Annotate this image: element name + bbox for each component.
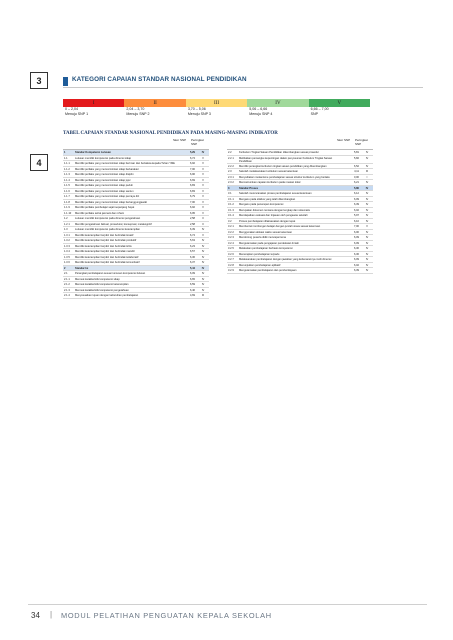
- indicator-code: 1.1.8: [64, 200, 70, 204]
- level-range: 2,04 – 3,70: [124, 107, 185, 112]
- indicator-rank: II: [202, 217, 204, 220]
- indicator-score: 2,58: [189, 217, 195, 220]
- indicator-score: 7,00: [189, 200, 195, 204]
- indicator-score: 2,58: [189, 222, 195, 226]
- table-title: TABEL CAPAIAN STANDAR NASIONAL PENDIDIKAN PADA MASING-MASING INDIKATOR: [63, 131, 278, 136]
- indicator-rank: V: [202, 189, 204, 193]
- indicator-rank: V: [202, 195, 204, 198]
- indicator-score: 6,39: [189, 228, 195, 231]
- indicator-code: 1.1.7: [64, 195, 70, 198]
- indicator-text: Memiliki perilaku yang mencerminkan sikap bertanggungjawab: [75, 200, 148, 204]
- indicator-score: 5,81: [353, 151, 359, 154]
- indicator-text: Sekolah melaksanakan kurikulum sesuai ketentuan: [239, 170, 298, 173]
- indicator-text: Memuat karakteristik kompetensi sikap: [75, 277, 120, 281]
- achievement-levels: [63, 99, 370, 117]
- page-number: 34: [31, 611, 40, 620]
- indicator-score: 6,52: [353, 164, 359, 168]
- indicator-text: Lulusan memiliki kompetensi pada dimensi pengetahuan: [75, 217, 141, 220]
- level-5: [309, 99, 370, 117]
- indicator-text: Memiliki perilaku yang mencerminkan sikap disiplin: [75, 173, 134, 176]
- indicator-code: 1.1.4: [64, 178, 70, 182]
- indicator-text: Memiliki perangkat kurikulum tingkat satuan pendidikan yang dikembangkan: [239, 164, 327, 168]
- indicator-score: 0,00: [353, 175, 359, 179]
- level-desc: Menuju SNP 1: [63, 112, 124, 117]
- indicator-score: 6,69: [189, 178, 195, 182]
- level-2: [124, 99, 185, 117]
- table-header: [63, 138, 209, 150]
- indicator-rank: IV: [201, 261, 205, 264]
- indicator-score: 5,63: [189, 239, 195, 242]
- indicator-rank: IV: [201, 277, 205, 281]
- level-range: 0 – 2,04: [63, 107, 124, 112]
- indicator-rank: IV: [365, 151, 369, 154]
- indicator-score: 6,95: [189, 211, 195, 215]
- indicator-code: 2.3.1: [228, 175, 234, 179]
- indicator-text: Menerapkan pembelajaran terpadu: [239, 252, 280, 256]
- indicator-score: 6,74: [189, 233, 195, 237]
- indicator-rank: IV: [201, 255, 205, 259]
- indicator-code: 3.2.4: [228, 241, 234, 245]
- indicator-score: 6,30: [353, 247, 359, 250]
- indicator-rank: V: [202, 233, 204, 237]
- indicator-score: 6,09: [189, 272, 195, 275]
- indicator-rank: V: [202, 200, 204, 204]
- indicator-rank: IV: [201, 239, 205, 242]
- heading-text: KATEGORI CAPAIAN STANDAR NASIONAL PENDIDIKAN: [72, 76, 247, 83]
- indicator-score: 6,10: [353, 219, 359, 223]
- table-row: [227, 268, 373, 274]
- indicator-score: 5,97: [353, 214, 359, 217]
- indicator-text: Memiliki keterampilan berpikir dan bertindak kolaboratif: [75, 255, 139, 259]
- indicator-text: Memiliki perilaku yang mencerminkan sikap peduli: [75, 184, 133, 187]
- indicator-code: 3.2.7: [228, 258, 234, 261]
- indicator-code: 3.1.1: [228, 197, 234, 201]
- indicator-rank: IV: [365, 214, 369, 217]
- indicator-score: 6,92: [189, 162, 195, 165]
- indicator-rank: IV: [365, 263, 369, 267]
- level-range: 5,06 – 6,66: [247, 107, 308, 112]
- indicator-code: 2.2.2: [228, 164, 234, 168]
- indicator-text: Memiliki perilaku yang mencerminkan sikap percaya diri: [75, 195, 140, 198]
- indicator-code: 3.1.2: [228, 203, 234, 206]
- indicator-code: 1.3.6: [64, 261, 70, 264]
- indicator-code: 1.3.4: [64, 250, 70, 253]
- indicator-rank: V: [202, 156, 204, 160]
- heading-accent-bar: [63, 77, 68, 86]
- indicator-code: 2.3: [228, 170, 232, 173]
- heading-underline: [63, 87, 423, 88]
- indicator-rank: IV: [201, 266, 205, 270]
- indicator-text: Menyediakan mekanisme pembelajaran sesuai struktur kurikulum yang berlaku: [239, 175, 330, 179]
- indicator-text: Memiliki perilaku yang mencerminkan sikap jujur: [75, 178, 131, 182]
- indicator-score: 5,44: [189, 266, 195, 270]
- indicator-code: 2.1.1: [64, 277, 70, 281]
- indicator-code: 1.1.6: [64, 189, 70, 193]
- indicator-text: Melakukan pembelajaran berbasis kompetensi: [239, 247, 293, 250]
- indicator-code: 3.2.9: [228, 269, 234, 272]
- indicator-text: Memiliki perilaku pembelajar sejati sepanjang hayat: [75, 206, 135, 209]
- indicator-table-right: [227, 138, 373, 274]
- indicator-rank: V: [202, 206, 204, 209]
- indicator-code: 1.2: [64, 217, 68, 220]
- indicator-text: Merupakan dokumen rencana dengan lengkap dan sistematis: [239, 208, 310, 212]
- indicator-text: Sekolah merencanakan proses pembelajaran sesuai ketentuan: [239, 192, 312, 195]
- indicator-code: 2.2: [228, 151, 232, 154]
- indicator-rank: IV: [365, 247, 369, 250]
- level-desc: Menuju SNP 2: [124, 112, 185, 117]
- indicator-score: 6,12: [353, 192, 359, 195]
- indicator-rank: IV: [201, 244, 205, 248]
- indicator-text: Memiliki perilaku yang mencerminkan sikap beriman dan bertakwa kepada Tuhan YME: [75, 162, 175, 165]
- level-desc: Menuju SNP 3: [186, 112, 247, 117]
- indicator-score: 6,09: [353, 197, 359, 201]
- indicator-rank: IV: [365, 164, 369, 168]
- indicator-rank: I: [366, 175, 368, 179]
- indicator-score: 6,21: [353, 181, 359, 184]
- level-4: [247, 99, 308, 117]
- indicator-code: 1.1.9: [64, 206, 70, 209]
- level-desc: SNP: [309, 112, 370, 117]
- indicator-rank: IV: [201, 283, 205, 286]
- level-range: 6,66 – 7,00: [309, 107, 370, 112]
- indicator-rank: IV: [365, 219, 369, 223]
- indicator-score: 6,36: [353, 252, 359, 256]
- level-range: 3,70 – 5,06: [186, 107, 247, 112]
- skor-header: Skor SNP: [337, 138, 351, 142]
- indicator-code: 2.1: [64, 272, 68, 275]
- indicator-rank: IV: [201, 228, 205, 231]
- indicator-rank: IV: [201, 272, 205, 275]
- indicator-score: 6,96: [189, 173, 195, 176]
- indicator-score: 5,82: [353, 156, 359, 160]
- indicator-text: Memuat karakteristik kompetensi pengetahuan: [75, 288, 129, 292]
- indicator-code: 3.2.3: [228, 236, 234, 239]
- indicator-rank: III: [201, 294, 205, 297]
- indicator-text: Melibatkan pemangku kepentingan dalam penyusunan Kurikulum Tingkat Satuan Pendidikan: [239, 156, 333, 163]
- indicator-text: Mencantumkan capaian kurikulum pada muatan lokal: [239, 181, 301, 184]
- level-roman: IV: [247, 99, 308, 107]
- indicator-code: 3.2.1: [228, 225, 234, 228]
- indicator-code: 2.2.1: [228, 156, 234, 160]
- indicator-score: 6,37: [189, 261, 195, 264]
- indicator-score: 6,46: [189, 288, 195, 292]
- indicator-text: Proses pembelajaran dilaksanakan dengan tepat: [239, 219, 296, 223]
- indicator-text: Memiliki keterampilan berpikir dan bertindak komunikatif: [75, 261, 140, 264]
- indicator-code: 2.1.3: [64, 288, 70, 292]
- level-roman: V: [309, 99, 370, 107]
- indicator-text: Memiliki keterampilan berpikir dan bertindak kreatif: [75, 233, 134, 237]
- table-header: [227, 138, 373, 150]
- indicator-score: 5,80: [353, 186, 359, 190]
- indicator-code: 3.1.4: [228, 214, 234, 217]
- indicator-text: Memiliki keterampilan berpikir dan bertindak kritis: [75, 244, 132, 248]
- indicator-code: 3.2.5: [228, 247, 234, 250]
- indicator-code: 1.3.5: [64, 255, 70, 259]
- footer-rule: [28, 604, 427, 605]
- indicator-score: 6,79: [189, 195, 195, 198]
- indicator-rank: V: [202, 167, 204, 171]
- indicator-text: Standar Kompetensi Lulusan: [75, 151, 111, 154]
- level-desc: Menuju SNP 4: [247, 112, 308, 117]
- indicator-text: Menggunakan alokasi waktu sesuai ketentuan: [239, 230, 293, 234]
- indicator-text: Mendorong peserta didik mencapai tema: [239, 236, 287, 239]
- indicator-text: Kurikulum Tingkat Satuan Pendidikan dikembangkan sesuai prosedur: [239, 151, 319, 154]
- indicator-rank: V: [202, 173, 204, 176]
- indicator-score: 6,83: [189, 184, 195, 187]
- level-3: [186, 99, 247, 117]
- indicator-rank: IV: [365, 186, 369, 190]
- indicator-rank: IV: [365, 192, 369, 195]
- indicator-score: 6,02: [353, 208, 359, 212]
- level-roman: I: [63, 99, 124, 107]
- indicator-code: 1.1.2: [64, 167, 70, 171]
- indicator-score: 6,57: [189, 250, 195, 253]
- indicator-rank: IV: [201, 250, 205, 253]
- indicator-code: 1.1.1: [64, 162, 70, 165]
- indicator-rank: V: [366, 225, 368, 228]
- indicator-score: 6,09: [353, 236, 359, 239]
- indicator-score: 6,02: [353, 263, 359, 267]
- page-footer: [0, 604, 453, 626]
- indicator-rank: V: [202, 211, 204, 215]
- indicator-score: 6,65: [189, 277, 195, 281]
- indicator-score: 6,23: [189, 244, 195, 248]
- indicator-score: 6,09: [353, 241, 359, 245]
- indicator-rank: V: [202, 184, 204, 187]
- indicator-rank: V: [202, 162, 204, 165]
- indicator-rank: IV: [365, 203, 369, 206]
- indicator-text: Standar Isi: [75, 266, 89, 270]
- indicator-rank: IV: [365, 236, 369, 239]
- level-1: [63, 99, 124, 117]
- indicator-code: 1.1.3: [64, 173, 70, 176]
- indicator-score: 6,92: [189, 206, 195, 209]
- indicator-text: Mengutamakan pembelajaran dan pemberdayaan: [239, 269, 297, 272]
- indicator-rank: IV: [365, 156, 369, 160]
- indicator-code: 3.2: [228, 219, 232, 223]
- table-row: [227, 156, 373, 164]
- indicator-rank: V: [202, 178, 204, 182]
- indicator-code: 2.1.4: [64, 294, 70, 297]
- section-number-4: 4: [30, 154, 48, 171]
- indicator-text: Memiliki perilaku yang mencerminkan sikap santun: [75, 189, 134, 193]
- indicator-text: Standar Proses: [239, 186, 259, 190]
- indicator-code: 3.1.3: [228, 208, 234, 212]
- peringkat-header: Peringkat SNP: [191, 138, 204, 146]
- indicator-rank: IV: [365, 208, 369, 212]
- indicator-text: Membentuk rombongan belajar dengan jumlah siswa sesuai ketentuan: [239, 225, 321, 228]
- indicator-rank: IV: [201, 151, 205, 154]
- indicator-rank: II: [202, 222, 204, 226]
- indicator-text: Memiliki keterampilan berpikir dan bertindak produktif: [75, 239, 137, 242]
- indicator-score: 7,00: [353, 225, 359, 228]
- indicator-rank: IV: [365, 230, 369, 234]
- indicator-score: 4,11: [354, 170, 359, 173]
- indicator-table-left: [63, 138, 209, 299]
- indicator-score: 7,00: [189, 167, 195, 171]
- indicator-score: 5,29: [189, 151, 195, 154]
- indicator-text: Melaksanakan pembelajaran dengan jawaban yang kebenarannya multi dimensi: [239, 258, 332, 261]
- indicator-text: Memuat karakteristik kompetensi keterampilan: [75, 283, 129, 286]
- indicator-code: 3.2.2: [228, 230, 234, 234]
- indicator-score: 6,09: [353, 258, 359, 261]
- footer-separator: |: [50, 610, 53, 619]
- indicator-text: Menunjukkan pembelajaran aplikatif: [239, 263, 281, 267]
- indicator-code: 1.2.1: [64, 222, 70, 226]
- section-heading: [63, 75, 363, 88]
- table-row: [63, 293, 209, 299]
- peringkat-header: Peringkat SNP: [355, 138, 368, 146]
- indicator-score: 6,39: [353, 203, 359, 206]
- indicator-text: Mengacu pada silabus yang telah dikembangkan: [239, 197, 296, 201]
- indicator-text: Mengutamakan pada pengajaran pendekatan ilmiah: [239, 241, 299, 245]
- indicator-code: 1.1.10: [64, 211, 72, 215]
- indicator-score: 6,74: [189, 156, 195, 160]
- indicator-score: 6,83: [189, 189, 195, 193]
- indicator-code: 2.1.2: [64, 283, 70, 286]
- indicator-code: 1: [64, 151, 66, 154]
- indicator-code: 3.1: [228, 192, 232, 195]
- indicator-text: Mengacu pada penerapan kompetensi: [239, 203, 284, 206]
- indicator-score: 6,36: [189, 255, 195, 259]
- indicator-text: Lulusan memiliki kompetensi pada dimensi keterampilan: [75, 228, 140, 231]
- indicator-text: Memiliki keterampilan berpikir dan bertindak mandiri: [75, 250, 135, 253]
- level-roman: III: [186, 99, 247, 107]
- indicator-rank: IV: [365, 197, 369, 201]
- indicator-rank: IV: [365, 258, 369, 261]
- indicator-text: Memiliki perilaku yang mencerminkan sikap berkarakter: [75, 167, 139, 171]
- indicator-code: 1.1: [64, 156, 68, 160]
- skor-header: Skor SNP: [173, 138, 187, 142]
- footer-title: MODUL PELATIHAN PENGUATAN KEPALA SEKOLAH: [61, 611, 272, 620]
- indicator-text: Memiliki perilaku sehat jasmani dan rohani: [75, 211, 124, 215]
- indicator-code: 3.2.6: [228, 252, 234, 256]
- indicator-score: 6,39: [353, 269, 359, 272]
- indicator-text: Mendapatkan evaluasi dan tinjauan oleh pengawas sekolah: [239, 214, 308, 217]
- indicator-score: 4,69: [189, 294, 195, 297]
- level-roman: II: [124, 99, 185, 107]
- indicator-rank: IV: [365, 241, 369, 245]
- indicator-code: 1.3.3: [64, 244, 70, 248]
- indicator-text: Memiliki pengetahuan faktual, prosedural, konseptual, metakognitif: [75, 222, 152, 226]
- indicator-code: 1.1.5: [64, 184, 70, 187]
- indicator-code: 2.3.2: [228, 181, 234, 184]
- indicator-code: 1.3: [64, 228, 68, 231]
- indicator-text: Perangkat pembelajaran sesuai rumusan kompetensi lulusan: [75, 272, 146, 275]
- indicator-rank: IV: [201, 288, 205, 292]
- indicator-text: Lulusan memiliki kompetensi pada dimensi sikap: [75, 156, 132, 160]
- indicator-code: 2: [64, 266, 66, 270]
- section-number-3: 3: [30, 72, 48, 89]
- indicator-rank: IV: [365, 269, 369, 272]
- indicator-rank: IV: [365, 181, 369, 184]
- indicator-score: 6,00: [353, 230, 359, 234]
- indicator-code: 1.3.2: [64, 239, 70, 242]
- indicator-code: 3.2.8: [228, 263, 234, 267]
- indicator-rank: III: [365, 170, 369, 173]
- indicator-score: 6,59: [189, 283, 195, 286]
- indicator-code: 1.3.1: [64, 233, 70, 237]
- indicator-rank: IV: [365, 252, 369, 256]
- indicator-text: Menyesuaikan tujuan dengan kebutuhan pembelajaran: [75, 294, 139, 297]
- indicator-code: 3: [228, 186, 230, 190]
